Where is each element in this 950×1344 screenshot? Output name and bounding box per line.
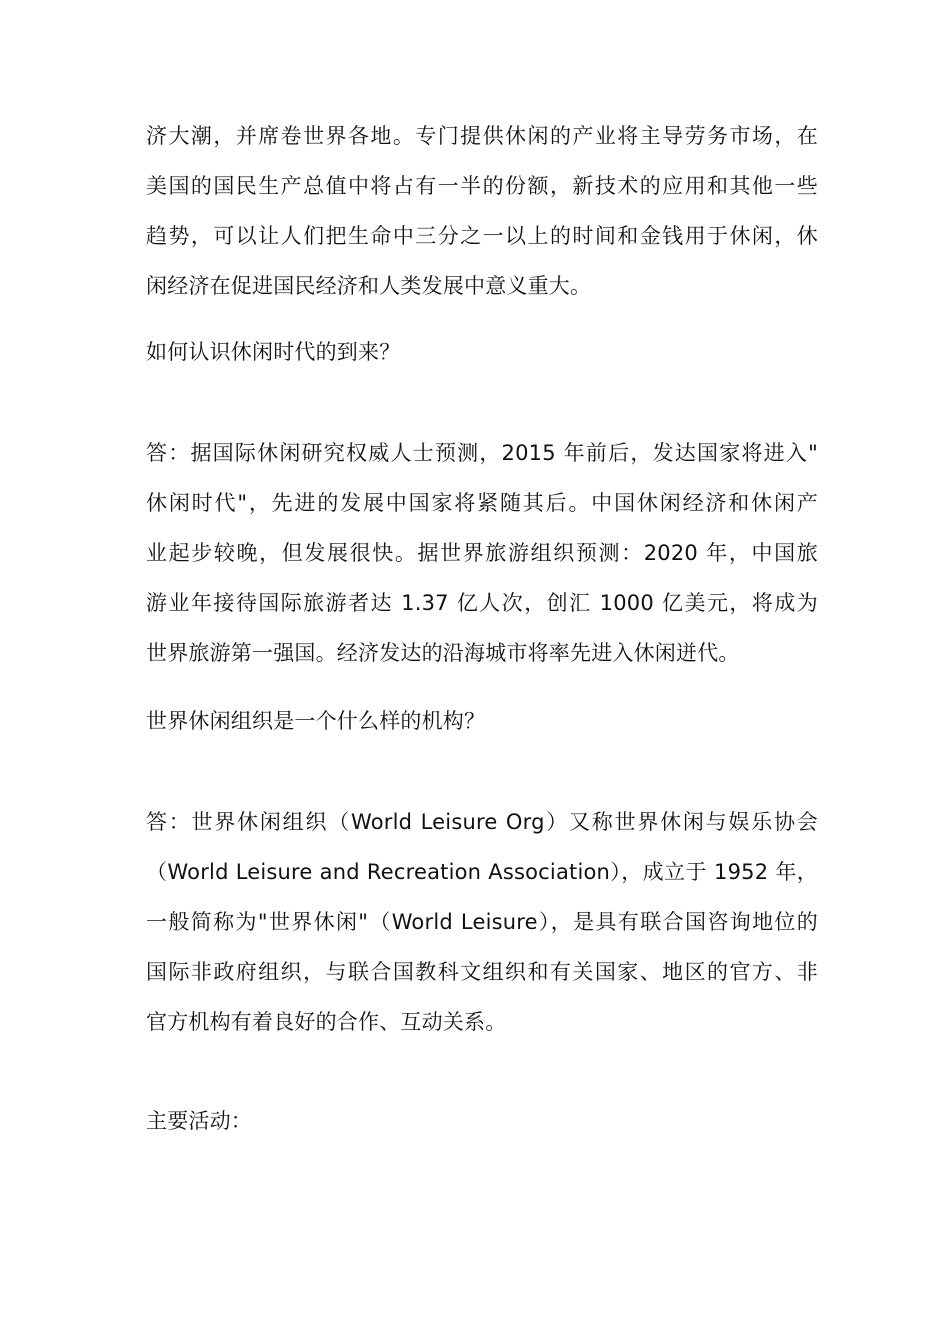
- answer-leisure-era: [146, 428, 818, 678]
- text-line: 济大潮，并席卷世界各地。专门提供休闲的产业将主导劳务市场，在: [146, 124, 818, 148]
- text-line: 答：世界休闲组织（World Leisure Org）又称世界休闲与娱乐协会: [146, 810, 818, 834]
- text-line: 一般简称为"世界休闲"（World Leisure），是具有联合国咨询地位的: [146, 910, 818, 934]
- text-line: 国际非政府组织，与联合国教科文组织和有关国家、地区的官方、非: [146, 960, 818, 984]
- text-line: 休闲时代"，先进的发展中国家将紧随其后。中国休闲经济和休闲产: [146, 491, 818, 515]
- text-line: （World Leisure and Recreation Association），成立于 1952 年，: [146, 860, 818, 884]
- text-line: 官方机构有着良好的合作、互动关系。: [146, 1010, 507, 1034]
- section-heading: 主要活动：: [146, 1109, 252, 1133]
- question-leisure-era: [146, 327, 818, 377]
- question-world-leisure-org: [146, 696, 818, 746]
- answer-world-leisure-org: [146, 797, 818, 1047]
- text-line: 业起步较晚，但发展很快。据世界旅游组织预测：2020 年，中国旅: [146, 541, 818, 565]
- heading-main-activities: [146, 1096, 818, 1146]
- text-line: 游业年接待国际旅游者达 1.37 亿人次，创汇 1000 亿美元，将成为: [146, 591, 818, 615]
- question-text: 如何认识休闲时代的到来？: [146, 340, 401, 364]
- question-text: 世界休闲组织是一个什么样的机构？: [146, 709, 486, 733]
- text-line: 世界旅游第一强国。经济发达的沿海城市将率先进入休闲迸代。: [146, 641, 740, 665]
- text-line: 美国的国民生产总值中将占有一半的份额，新技术的应用和其他一些: [146, 174, 818, 198]
- paragraph-leisure-economy: [146, 111, 818, 311]
- text-line: 闲经济在促进国民经济和人类发展中意义重大。: [146, 274, 592, 298]
- text-line: 答：据国际休闲研究权威人士预测，2015 年前后，发达国家将进入": [146, 441, 818, 465]
- text-line: 趋势，可以让人们把生命中三分之一以上的时间和金钱用于休闲，休: [146, 224, 818, 248]
